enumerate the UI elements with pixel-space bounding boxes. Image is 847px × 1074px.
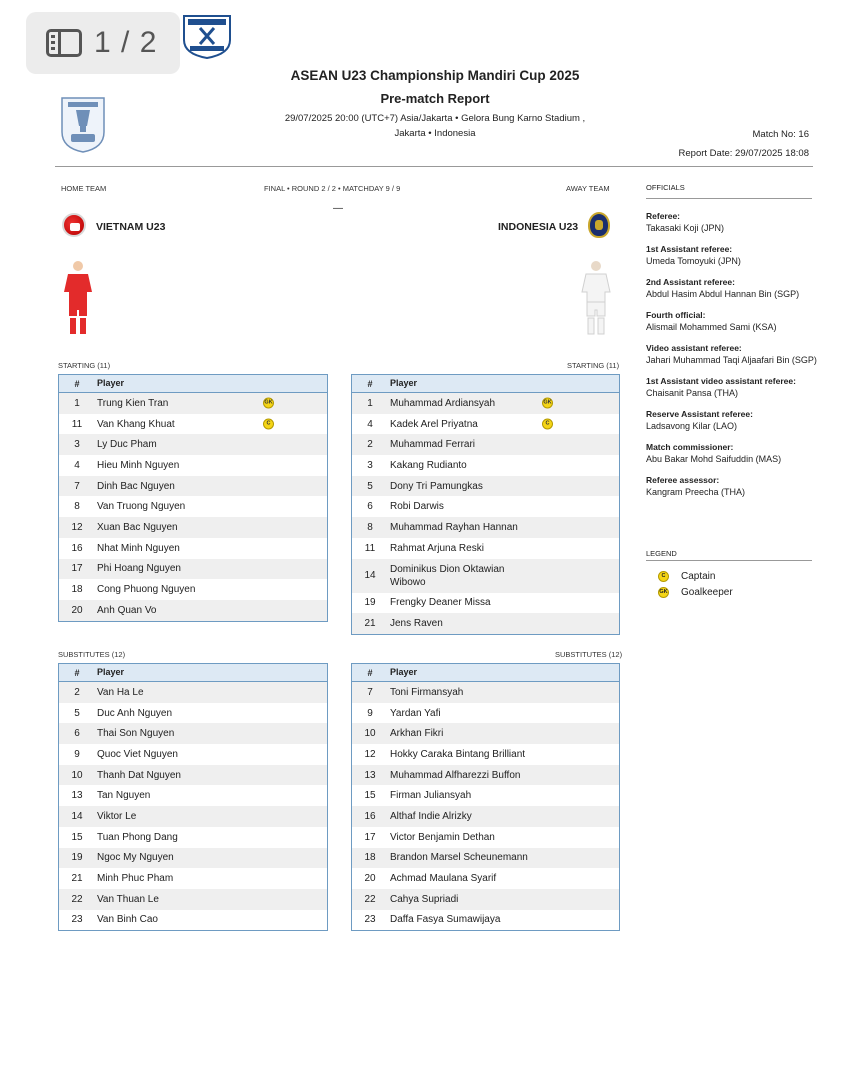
column-header-player: Player	[97, 667, 125, 677]
player-name	[95, 851, 327, 864]
goalkeeper-badge-icon: GK	[658, 587, 669, 598]
player-name-text: Van Thuan Le	[97, 893, 159, 905]
player-name	[388, 851, 619, 864]
player-row[interactable]	[59, 496, 327, 517]
page-count: 1 / 2	[94, 26, 158, 59]
player-name	[95, 789, 327, 802]
player-name	[95, 397, 327, 410]
player-name	[388, 563, 619, 589]
player-row[interactable]	[352, 455, 619, 476]
table-body	[59, 393, 327, 621]
player-row[interactable]	[352, 496, 619, 517]
player-name-text: Nhat Minh Nguyen	[97, 542, 180, 554]
player-name-text: Yardan Yafi	[390, 707, 441, 719]
player-row[interactable]	[352, 682, 619, 703]
official-name: Alismail Mohammed Sami (KSA)	[646, 322, 777, 332]
captain-badge-icon: C	[542, 419, 553, 430]
mandiri-cup-logo	[58, 94, 108, 154]
match-stage: FINAL • ROUND 2 / 2 • MATCHDAY 9 / 9	[264, 184, 401, 193]
player-row[interactable]	[59, 889, 327, 910]
player-row[interactable]	[352, 848, 619, 869]
player-name	[95, 459, 327, 472]
player-name	[95, 913, 327, 926]
player-number: 17	[71, 563, 83, 575]
player-name-text: Van Ha Le	[97, 686, 144, 698]
player-number: 6	[367, 501, 373, 513]
player-name	[388, 500, 619, 513]
player-name	[388, 596, 619, 609]
player-number: 13	[364, 769, 376, 781]
player-name-text: Van Truong Nguyen	[97, 501, 186, 513]
player-row[interactable]	[59, 579, 327, 600]
officials-panel	[646, 183, 826, 508]
player-number: 18	[364, 852, 376, 864]
table-header	[59, 375, 327, 393]
player-name	[388, 617, 619, 630]
player-row[interactable]	[59, 393, 327, 414]
away-kit-icon	[580, 258, 612, 338]
official-name: Abu Bakar Mohd Saifuddin (MAS)	[646, 454, 782, 464]
player-name-text: Robi Darwis	[390, 501, 444, 513]
player-name-text: Van Khang Khuat	[97, 418, 175, 430]
table-body	[352, 682, 619, 930]
goalkeeper-badge-icon: GK	[263, 398, 274, 409]
player-number: 11	[364, 542, 376, 554]
player-name-text: Thanh Dat Nguyen	[97, 769, 181, 781]
player-row[interactable]	[59, 434, 327, 455]
player-name-text: Rahmat Arjuna Reski	[390, 542, 484, 554]
player-row[interactable]	[59, 517, 327, 538]
player-row[interactable]	[59, 848, 327, 869]
player-number: 1	[367, 397, 373, 409]
player-row[interactable]	[59, 868, 327, 889]
official-name: Kangram Preecha (THA)	[646, 487, 746, 497]
player-number: 12	[364, 748, 376, 760]
column-header-number: #	[74, 667, 80, 678]
player-number: 8	[74, 501, 80, 513]
player-name	[95, 727, 327, 740]
player-name-text: Toni Firmansyah	[390, 686, 464, 698]
player-number: 10	[364, 728, 376, 740]
away-subs-table	[351, 663, 620, 931]
player-name-text: Kadek Arel Priyatna	[390, 418, 478, 430]
official-role: 2nd Assistant referee:	[646, 277, 735, 287]
column-header-player: Player	[390, 667, 418, 677]
player-name	[388, 459, 619, 472]
official-role: Referee:	[646, 211, 681, 221]
player-number: 14	[364, 570, 376, 581]
player-row[interactable]	[59, 765, 327, 786]
player-row[interactable]	[59, 785, 327, 806]
player-name-text: Xuan Bac Nguyen	[97, 521, 178, 533]
match-score: —	[333, 203, 343, 214]
official-role: Reserve Assistant referee:	[646, 409, 753, 419]
legend-label: Goalkeeper	[681, 586, 733, 598]
player-row[interactable]	[352, 868, 619, 889]
home-subs-label: SUBSTITUTES (12)	[58, 650, 126, 659]
player-name	[95, 831, 327, 844]
column-header-player: Player	[97, 378, 125, 388]
player-row[interactable]	[352, 559, 619, 593]
player-name	[388, 789, 619, 802]
indonesia-crest-icon	[588, 212, 610, 238]
player-name-text: Althaf Indie Alrizky	[390, 810, 472, 822]
player-name	[388, 521, 619, 534]
home-subs-table	[58, 663, 328, 931]
player-row[interactable]	[352, 593, 619, 614]
table-header	[352, 664, 619, 682]
report-title: ASEAN U23 Championship Mandiri Cup 2025	[290, 68, 580, 83]
column-header-player: Player	[390, 378, 418, 388]
legend-divider	[646, 560, 812, 561]
official-role: 1st Assistant video assistant referee:	[646, 376, 796, 386]
player-row[interactable]	[352, 785, 619, 806]
player-number: 5	[74, 707, 80, 719]
player-number: 2	[74, 686, 80, 698]
player-number: 21	[71, 873, 83, 885]
player-number: 23	[364, 914, 376, 926]
away-team-label: AWAY TEAM	[566, 184, 610, 193]
player-name-text: Dinh Bac Nguyen	[97, 480, 175, 492]
player-name	[95, 562, 327, 575]
player-row[interactable]	[59, 910, 327, 931]
player-number: 16	[71, 542, 83, 554]
player-name	[388, 810, 619, 823]
player-name	[388, 727, 619, 740]
player-name	[95, 893, 327, 906]
player-row[interactable]	[59, 827, 327, 848]
match-location: Jakarta • Indonesia	[394, 128, 476, 139]
player-name-text: Tan Nguyen	[97, 790, 151, 802]
tournament-logo-top	[180, 14, 234, 60]
official-name: Ladsavong Kilar (LAO)	[646, 421, 738, 431]
report-date: Report Date: 29/07/2025 18:08	[678, 148, 809, 159]
player-number: 19	[71, 852, 83, 864]
player-name-text: Frengky Deaner Missa	[390, 597, 491, 609]
home-kit-icon	[62, 258, 94, 338]
player-number: 5	[367, 480, 373, 492]
player-row[interactable]	[59, 414, 327, 435]
player-row[interactable]	[352, 434, 619, 455]
vietnam-crest-icon	[62, 213, 86, 237]
player-row[interactable]	[352, 723, 619, 744]
player-number: 20	[71, 604, 83, 616]
player-name-text: Ly Duc Pham	[97, 439, 157, 451]
player-row[interactable]	[59, 703, 327, 724]
player-number: 13	[71, 790, 83, 802]
report-subtitle: Pre-match Report	[380, 91, 490, 106]
legend-panel	[646, 549, 812, 600]
player-row[interactable]	[59, 682, 327, 703]
match-datetime-venue: 29/07/2025 20:00 (UTC+7) Asia/Jakarta • Gelora Bung Karno Stadium ,	[284, 113, 586, 124]
official-name: Takasaki Koji (JPN)	[646, 223, 725, 233]
player-number: 11	[71, 418, 83, 430]
player-name-text: Cong Phuong Nguyen	[97, 584, 196, 596]
player-name-text: Achmad Maulana Syarif	[390, 873, 497, 885]
table-header	[352, 375, 619, 393]
player-row[interactable]	[59, 744, 327, 765]
player-row[interactable]	[352, 538, 619, 559]
player-number: 4	[367, 418, 373, 430]
player-number: 7	[74, 480, 80, 492]
player-name-text: Hokky Caraka Bintang Brilliant	[390, 748, 526, 760]
player-number: 23	[71, 914, 83, 926]
player-row[interactable]	[352, 414, 619, 435]
player-row[interactable]	[59, 723, 327, 744]
player-row[interactable]	[352, 393, 619, 414]
column-header-number: #	[74, 378, 80, 389]
player-name	[388, 831, 619, 844]
player-row[interactable]	[352, 765, 619, 786]
player-name-text: Duc Anh Nguyen	[97, 707, 173, 719]
player-name-text: Dominikus Dion Oktawian Wibowo	[390, 563, 505, 588]
player-row[interactable]	[59, 600, 327, 621]
goalkeeper-badge-icon: GK	[542, 398, 553, 409]
header-divider	[55, 166, 813, 167]
player-name	[388, 542, 619, 555]
player-name	[95, 872, 327, 885]
player-name	[388, 748, 619, 761]
away-subs-label: SUBSTITUTES (12)	[555, 650, 623, 659]
away-starting-label: STARTING (11)	[567, 361, 620, 370]
player-number: 3	[367, 459, 373, 471]
player-number: 6	[74, 728, 80, 740]
officials-divider	[646, 198, 812, 199]
player-name	[388, 397, 619, 410]
player-name	[95, 583, 327, 596]
player-name	[95, 810, 327, 823]
player-name-text: Arkhan Fikri	[390, 728, 444, 740]
player-name	[95, 686, 327, 699]
player-number: 9	[74, 748, 80, 760]
player-row[interactable]	[59, 806, 327, 827]
player-name	[388, 438, 619, 451]
table-body	[352, 393, 619, 634]
player-name-text: Cahya Supriadi	[390, 893, 459, 905]
player-name-text: Trung Kien Tran	[97, 397, 169, 409]
player-number: 1	[74, 397, 80, 409]
player-row[interactable]	[352, 827, 619, 848]
away-starting-table	[351, 374, 620, 635]
player-row[interactable]	[352, 703, 619, 724]
player-name	[95, 438, 327, 451]
player-name	[388, 872, 619, 885]
player-number: 15	[364, 790, 376, 802]
player-name	[95, 480, 327, 493]
home-team-name: VIETNAM U23	[96, 221, 166, 233]
player-name-text: Firman Juliansyah	[390, 790, 472, 802]
player-name	[95, 707, 327, 720]
captain-badge-icon: C	[658, 571, 669, 582]
player-name-text: Thai Son Nguyen	[97, 728, 175, 740]
player-number: 14	[71, 810, 83, 822]
player-name-text: Daffa Fasya Sumawijaya	[390, 914, 501, 926]
player-name	[95, 769, 327, 782]
player-number: 3	[74, 439, 80, 451]
player-name-text: Ngoc My Nguyen	[97, 852, 174, 864]
player-row[interactable]	[59, 559, 327, 580]
legend-list	[646, 568, 812, 600]
player-name-text: Phi Hoang Nguyen	[97, 563, 181, 575]
table-header	[59, 664, 327, 682]
official-name: Umeda Tomoyuki (JPN)	[646, 256, 741, 266]
player-row[interactable]	[352, 476, 619, 497]
page-indicator[interactable]	[26, 12, 180, 74]
legend-item	[646, 568, 812, 584]
player-name	[388, 480, 619, 493]
player-name-text: Jens Raven	[390, 618, 443, 630]
home-starting-table	[58, 374, 328, 622]
official-name: Abdul Hasim Abdul Hannan Bin (SGP)	[646, 289, 800, 299]
player-name-text: Muhammad Alfharezzi Buffon	[390, 769, 521, 781]
away-team-name: INDONESIA U23	[498, 221, 579, 233]
player-name-text: Van Binh Cao	[97, 914, 158, 926]
player-name	[95, 542, 327, 555]
player-name-text: Quoc Viet Nguyen	[97, 748, 178, 760]
player-name-text: Muhammad Rayhan Hannan	[390, 521, 518, 533]
player-name-text: Muhammad Ferrari	[390, 439, 476, 451]
player-row[interactable]	[352, 744, 619, 765]
player-number: 22	[71, 893, 83, 905]
officials-list	[646, 211, 826, 498]
official-role: 1st Assistant referee:	[646, 244, 733, 254]
player-name-text: Hieu Minh Nguyen	[97, 459, 180, 471]
player-name-text: Viktor Le	[97, 810, 137, 822]
player-name-text: Victor Benjamin Dethan	[390, 831, 495, 843]
player-row[interactable]	[352, 889, 619, 910]
sidebar-pages-icon	[46, 29, 82, 57]
player-name	[388, 769, 619, 782]
player-name	[388, 913, 619, 926]
player-number: 10	[71, 769, 83, 781]
player-name-text: Brandon Marsel Scheunemann	[390, 852, 528, 864]
official-role: Fourth official:	[646, 310, 706, 320]
player-row[interactable]	[352, 806, 619, 827]
player-name	[95, 604, 327, 617]
player-name-text: Anh Quan Vo	[97, 604, 157, 616]
player-number: 2	[367, 439, 373, 451]
captain-badge-icon: C	[263, 419, 274, 430]
player-row[interactable]	[59, 455, 327, 476]
player-name-text: Dony Tri Pamungkas	[390, 480, 483, 492]
player-name-text: Tuan Phong Dang	[97, 831, 178, 843]
player-number: 19	[364, 597, 376, 609]
player-name	[95, 418, 327, 431]
player-number: 9	[367, 707, 373, 719]
player-name-text: Muhammad Ardiansyah	[390, 397, 496, 409]
official-role: Video assistant referee:	[646, 343, 742, 353]
player-name	[388, 686, 619, 699]
official-role: Referee assessor:	[646, 475, 720, 485]
player-number: 16	[364, 810, 376, 822]
player-name	[388, 893, 619, 906]
home-team-label: HOME TEAM	[61, 184, 107, 193]
player-number: 22	[364, 893, 376, 905]
player-number: 7	[367, 686, 373, 698]
player-name	[95, 521, 327, 534]
legend-title: LEGEND	[646, 549, 677, 558]
player-name	[95, 500, 327, 513]
player-number: 17	[364, 831, 376, 843]
match-number: Match No: 16	[752, 129, 809, 140]
player-row[interactable]	[352, 613, 619, 634]
player-number: 12	[71, 521, 83, 533]
player-row[interactable]	[59, 476, 327, 497]
official-name: Chaisanit Pansa (THA)	[646, 388, 739, 398]
table-body	[59, 682, 327, 930]
official-role: Match commissioner:	[646, 442, 734, 452]
player-name-text: Minh Phuc Pham	[97, 873, 174, 885]
player-name	[388, 418, 619, 431]
player-number: 18	[71, 584, 83, 596]
column-header-number: #	[367, 378, 373, 389]
player-name	[388, 707, 619, 720]
home-starting-label: STARTING (11)	[58, 361, 111, 370]
player-name-text: Kakang Rudianto	[390, 459, 467, 471]
player-row[interactable]	[59, 538, 327, 559]
legend-item	[646, 584, 812, 600]
legend-label: Captain	[681, 570, 716, 582]
player-number: 8	[367, 521, 373, 533]
player-number: 21	[364, 618, 376, 630]
player-number: 20	[364, 873, 376, 885]
official-name: Jahari Muhammad Taqi Aljaafari Bin (SGP)	[646, 355, 817, 365]
player-row[interactable]	[352, 517, 619, 538]
player-name	[95, 748, 327, 761]
player-number: 4	[74, 459, 80, 471]
player-row[interactable]	[352, 910, 619, 931]
officials-title: OFFICIALS	[646, 183, 685, 192]
column-header-number: #	[367, 667, 373, 678]
player-number: 15	[71, 831, 83, 843]
